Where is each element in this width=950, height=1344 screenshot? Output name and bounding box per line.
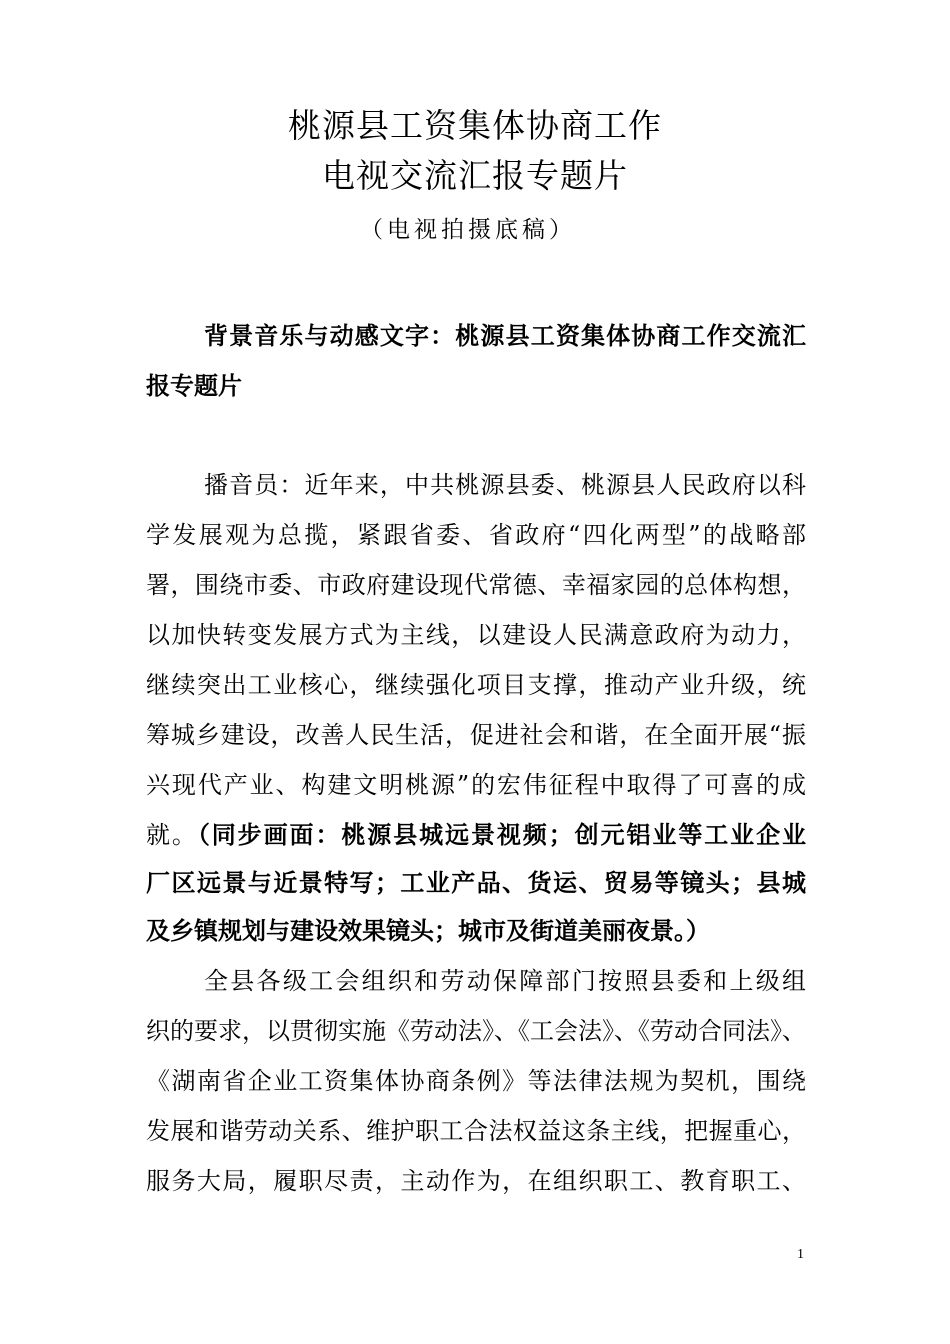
document-title-line-2: 电视交流汇报专题片	[322, 156, 628, 195]
paragraph-1-line-5: 继续突出工业核心，继续强化项目支撑，推动产业升级，统	[146, 671, 806, 699]
intro-line-1: 背景音乐与动感文字：桃源县工资集体协商工作交流汇	[204, 322, 806, 350]
paragraph-2-line-2: 织的要求，以贯彻实施《劳动法》、《工会法》、《劳动合同法》、	[146, 1017, 806, 1045]
paragraph-1-line-8	[146, 818, 806, 852]
paragraph-1-line-9: 厂区远景与近景特写；工业产品、货运、贸易等镜头；县城	[146, 869, 806, 897]
paragraph-1-line-2: 学发展观为总揽，紧跟省委、省政府“四化两型”的战略部	[146, 521, 806, 549]
intro-line-2: 报专题片	[146, 372, 242, 400]
document-title-line-1: 桃源县工资集体协商工作	[288, 106, 662, 145]
page-number: 1	[797, 1247, 804, 1262]
paragraph-2-line-4: 发展和谐劳动关系、维护职工合法权益这条主线，把握重心，	[146, 1117, 806, 1145]
paragraph-2-line-1: 全县各级工会组织和劳动保障部门按照县委和上级组	[204, 967, 806, 995]
document-subtitle: （电视拍摄底稿）	[360, 217, 576, 243]
paragraph-1-line-6: 筹城乡建设，改善人民生活，促进社会和谐，在全面开展“振	[146, 721, 806, 749]
paragraph-1-line-3: 署，围绕市委、市政府建设现代常德、幸福家园的总体构想，	[146, 571, 806, 599]
paragraph-2-line-3: 《湖南省企业工资集体协商条例》等法律法规为契机，围绕	[146, 1067, 806, 1095]
paragraph-1-line-8-bold: （同步画面：桃源县城远景视频；创元铝业等工业企业	[197, 821, 807, 849]
paragraph-2-line-5: 服务大局，履职尽责，主动作为，在组织职工、教育职工、	[146, 1167, 806, 1195]
paragraph-1-line-4: 以加快转变发展方式为主线，以建设人民满意政府为动力，	[146, 621, 806, 649]
paragraph-1-line-1: 播音员：近年来，中共桃源县委、桃源县人民政府以科	[204, 471, 806, 499]
paragraph-1-line-10: 及乡镇规划与建设效果镜头；城市及街道美丽夜景。）	[146, 917, 710, 945]
paragraph-1-line-8-plain: 就。	[146, 821, 198, 849]
paragraph-1-line-7: 兴现代产业、构建文明桃源”的宏伟征程中取得了可喜的成	[146, 771, 806, 799]
